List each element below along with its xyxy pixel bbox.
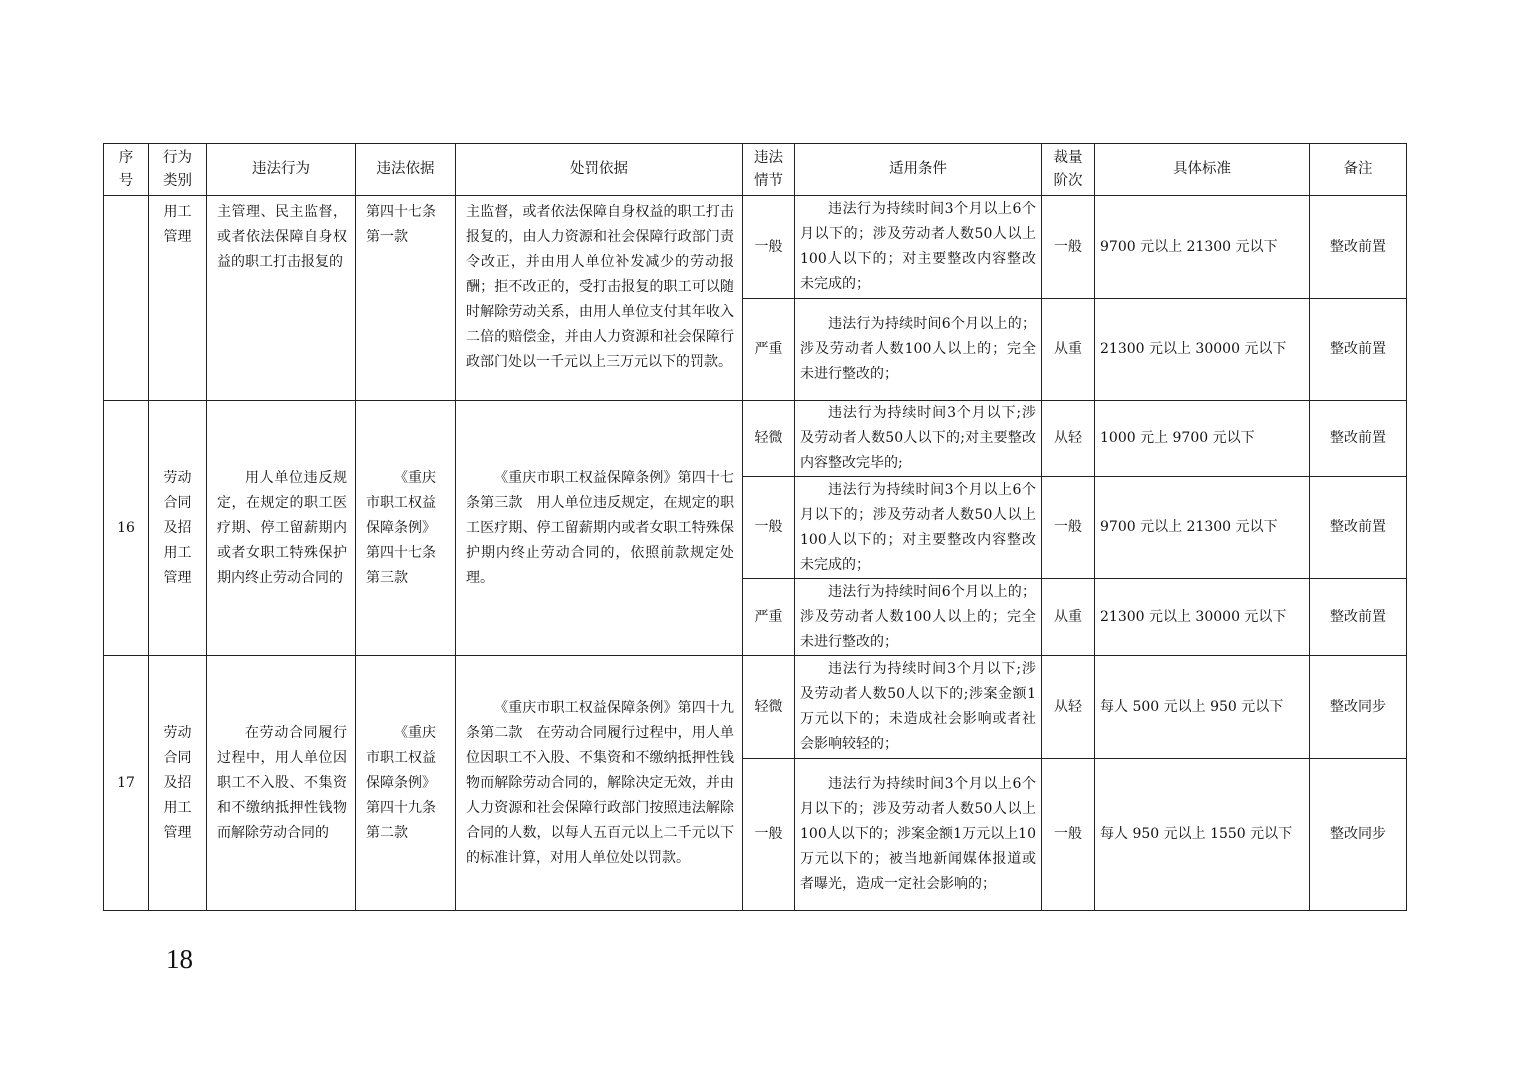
remark-cell: 整改前置 [1310,579,1407,656]
penalty-basis-cell: 《重庆市职工权益保障条例》第四十九条第二款 在劳动合同履行过程中，用人单位因职工不入股、不集资和不缴纳抵押性钱物而解除劳动合同的，解除决定无效，并由人力资源和社会保障行政部门按照违法解除合同的人数，以每人五百元以上二千元以下的标准计算，对用人单位处以罚款。 [456,656,743,911]
condition-cell: 违法行为持续时间3个月以上6个月以下的；涉及劳动者人数50人以上100人以下的；对主要整改内容整改未完成的； [795,477,1042,579]
basis-cell: 第四十七条第一款 [356,196,456,401]
seq-cell: 17 [104,656,149,911]
header-circumstance: 违法情节 [743,144,795,196]
violation-cell: 在劳动合同履行过程中，用人单位因职工不入股、不集资和不缴纳抵押性钱物而解除劳动合同的 [207,656,356,911]
table-row [104,196,1407,299]
violation-cell: 用人单位违反规定，在规定的职工医疗期、停工留薪期内或者女职工特殊保护期内终止劳动合同的 [207,401,356,656]
basis-cell: 《重庆市职工权益保障条例》第四十七条第三款 [356,401,456,656]
penalty-standard-table [103,143,1407,911]
penalty-basis-cell: 主监督，或者依法保障自身权益的职工打击报复的，由人力资源和社会保障行政部门责令改正，并由用人单位补发减少的劳动报酬；拒不改正的，受打击报复的职工可以随时解除劳动关系，由用人单位支付其年收入二倍的赔偿金，并由人力资源和社会保障行政部门处以一千元以上三万元以下的罚款。 [456,196,743,401]
header-standard: 具体标准 [1095,144,1310,196]
level-cell: 一般 [1042,759,1095,911]
header-seq: 序号 [104,144,149,196]
header-remark: 备注 [1310,144,1407,196]
condition-cell: 违法行为持续时间3个月以上6个月以下的；涉及劳动者人数50人以上100人以下的；涉案金额1万元以上10万元以下的；被当地新闻媒体报道或者曝光，造成一定社会影响的； [795,759,1042,911]
standard-cell: 9700 元以上 21300 元以下 [1095,477,1310,579]
category-cell: 劳动合同及招用工管理 [149,401,207,656]
remark-cell: 整改同步 [1310,656,1407,759]
category-cell: 劳动合同及招用工管理 [149,656,207,911]
remark-cell: 整改前置 [1310,401,1407,477]
level-cell: 从重 [1042,299,1095,401]
header-level: 裁量阶次 [1042,144,1095,196]
condition-cell: 违法行为持续时间6个月以上的；涉及劳动者人数100人以上的；完全未进行整改的； [795,299,1042,401]
standard-cell: 每人 950 元以上 1550 元以下 [1095,759,1310,911]
category-cell: 用工管理 [149,196,207,401]
level-cell: 一般 [1042,477,1095,579]
standard-cell: 1000 元上 9700 元以下 [1095,401,1310,477]
condition-cell: 违法行为持续时间6个月以上的；涉及劳动者人数100人以上的；完全未进行整改的； [795,579,1042,656]
remark-cell: 整改同步 [1310,759,1407,911]
remark-cell: 整改前置 [1310,299,1407,401]
circumstance-cell: 一般 [743,477,795,579]
level-cell: 从轻 [1042,656,1095,759]
page-number: 18 [166,944,193,974]
header-violation: 违法行为 [207,144,356,196]
table-row [104,401,1407,477]
circumstance-cell: 一般 [743,759,795,911]
circumstance-cell: 轻微 [743,401,795,477]
header-penalty-basis: 处罚依据 [456,144,743,196]
remark-cell: 整改前置 [1310,477,1407,579]
circumstance-cell: 严重 [743,299,795,401]
basis-cell: 《重庆市职工权益保障条例》第四十九条第二款 [356,656,456,911]
standard-cell: 21300 元以上 30000 元以下 [1095,299,1310,401]
standard-cell: 21300 元以上 30000 元以下 [1095,579,1310,656]
violation-cell: 主管理、民主监督，或者依法保障自身权益的职工打击报复的 [207,196,356,401]
standard-cell: 每人 500 元以上 950 元以下 [1095,656,1310,759]
seq-cell [104,196,149,401]
level-cell: 从重 [1042,579,1095,656]
circumstance-cell: 严重 [743,579,795,656]
standard-cell: 9700 元以上 21300 元以下 [1095,196,1310,299]
circumstance-cell: 轻微 [743,656,795,759]
header-condition: 适用条件 [795,144,1042,196]
condition-cell: 违法行为持续时间3个月以下;涉及劳动者人数50人以下的;对主要整改内容整改完毕的; [795,401,1042,477]
header-category: 行为类别 [149,144,207,196]
header-row [104,144,1407,196]
condition-cell: 违法行为持续时间3个月以上6个月以下的；涉及劳动者人数50人以上100人以下的；对主要整改内容整改未完成的； [795,196,1042,299]
header-basis: 违法依据 [356,144,456,196]
remark-cell: 整改前置 [1310,196,1407,299]
penalty-basis-cell: 《重庆市职工权益保障条例》第四十七条第三款 用人单位违反规定，在规定的职工医疗期、停工留薪期内或者女职工特殊保护期内终止劳动合同的，依照前款规定处理。 [456,401,743,656]
circumstance-cell: 一般 [743,196,795,299]
level-cell: 从轻 [1042,401,1095,477]
level-cell: 一般 [1042,196,1095,299]
seq-cell: 16 [104,401,149,656]
condition-cell: 违法行为持续时间3个月以下;涉及劳动者人数50人以下的;涉案金额1万元以下的；未造成社会影响或者社会影响较轻的； [795,656,1042,759]
table-row [104,656,1407,759]
